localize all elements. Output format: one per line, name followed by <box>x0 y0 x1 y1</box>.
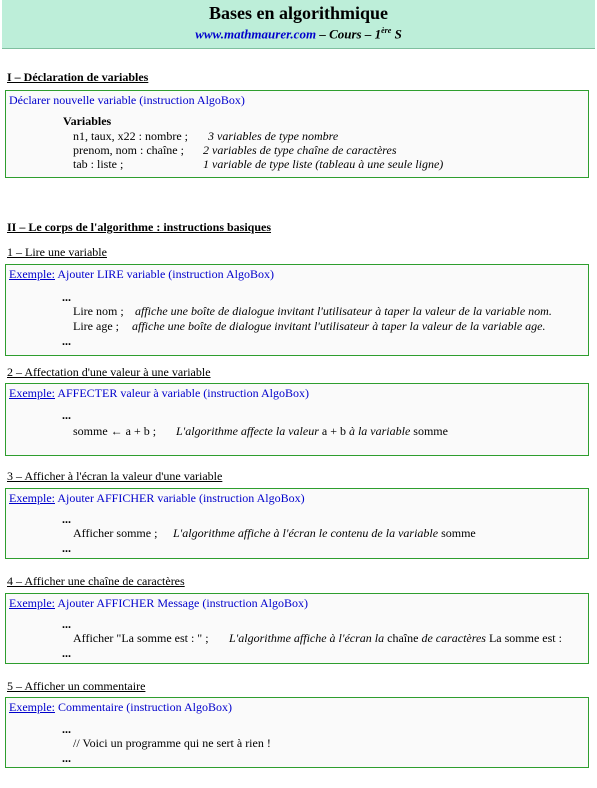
course-label: – Cours – 1 <box>316 26 382 42</box>
display-msg-code: Afficher "La somme est : " ; <box>73 631 209 645</box>
display-msg-comment-c: de caractères <box>421 631 486 645</box>
var-row-3-code: tab : liste ; <box>73 157 124 171</box>
page-title: Bases en algorithmique <box>208 3 388 23</box>
var-row-1-comment: 3 variables de type nombre <box>208 129 339 143</box>
dots: ... <box>62 722 71 736</box>
read-line-2-code: Lire age ; <box>73 319 119 333</box>
display-msg-box-head <box>6 594 588 611</box>
sub2-title: 2 – Affectation d'une valeur à une variable <box>7 365 211 379</box>
assign-box-head <box>6 384 588 401</box>
display-msg-box-instruction: Ajouter AFFICHER Message (instruction AlgoBox) <box>57 596 308 610</box>
page-subtitle <box>2 26 595 42</box>
display-msg-comment-d: La somme est : <box>488 631 562 645</box>
var-row-1-code: n1, taux, x22 : nombre ; <box>73 129 188 143</box>
comment-box-head <box>6 698 588 715</box>
example-label: Exemple: <box>9 596 55 610</box>
assign-comment-a: L'algorithme affecte la valeur <box>176 424 319 438</box>
variables-label: Variables <box>63 114 112 128</box>
dots: ... <box>62 334 71 348</box>
section1-title: I – Déclaration de variables <box>7 70 149 84</box>
declaration-box-head: Déclarer nouvelle variable (instruction AlgoBox) <box>9 93 245 107</box>
sub5-title: 5 – Afficher un commentaire <box>7 679 146 693</box>
page-header <box>2 0 595 49</box>
dots: ... <box>62 408 71 422</box>
display-var-box-instruction: Ajouter AFFICHER variable (instruction AlgoBox) <box>57 491 305 505</box>
display-var-comment <box>173 526 476 541</box>
assign-box-instruction: AFFECTER valeur à variable (instruction AlgoBox) <box>57 386 309 400</box>
display-var-comment-b: somme <box>441 526 476 540</box>
display-msg-comment <box>229 631 562 646</box>
assign-comment-d: somme <box>413 424 448 438</box>
comment-code: // Voici un programme qui ne sert à rien ! <box>73 736 271 750</box>
read-line-1-comment: affiche une boîte de dialogue invitant l'utilisateur à taper la valeur de la variable nom. <box>135 304 552 318</box>
site-link[interactable]: www.mathmaurer.com <box>195 26 317 42</box>
sub3-title: 3 – Afficher à l'écran la valeur d'une variable <box>7 469 223 483</box>
comment-box <box>5 697 589 768</box>
dots: ... <box>62 512 71 526</box>
read-box-head <box>6 265 588 282</box>
sub4-title: 4 – Afficher une chaîne de caractères <box>7 574 185 588</box>
assign-comment-c: à la variable <box>348 424 411 438</box>
assign-comment-b: a + b <box>321 424 346 438</box>
dots: ... <box>62 751 71 765</box>
display-var-box-head <box>6 489 588 506</box>
assign-comment <box>176 424 448 439</box>
section2-title: II – Le corps de l'algorithme : instructions basiques <box>7 220 272 234</box>
var-row-2-code: prenom, nom : chaîne ; <box>73 143 184 157</box>
read-line-1-code: Lire nom ; <box>73 304 124 318</box>
example-label: Exemple: <box>9 386 55 400</box>
example-label: Exemple: <box>9 700 55 714</box>
comment-box-instruction: Commentaire (instruction AlgoBox) <box>57 700 232 714</box>
display-msg-comment-b: chaîne <box>387 631 419 645</box>
assign-code: somme ← a + b ; <box>73 424 157 438</box>
dots: ... <box>62 646 71 660</box>
display-var-comment-a: L'algorithme affiche à l'écran le contenu de la variable <box>173 526 439 540</box>
dots: ... <box>62 617 71 631</box>
display-msg-comment-a: L'algorithme affiche à l'écran la <box>229 631 385 645</box>
example-label: Exemple: <box>9 267 55 281</box>
display-var-code: Afficher somme ; <box>73 526 158 540</box>
display-var-box <box>5 488 589 559</box>
course-level: S <box>391 26 402 42</box>
var-row-3-comment: 1 variable de type liste (tableau à une seule ligne) <box>203 157 444 171</box>
course-sup: ère <box>381 26 392 35</box>
dots: ... <box>62 541 71 555</box>
dots: ... <box>62 290 71 304</box>
var-row-2-comment: 2 variables de type chaîne de caractères <box>203 143 397 157</box>
assign-box <box>5 383 589 456</box>
read-box-instruction: Ajouter LIRE variable (instruction AlgoBox) <box>57 267 274 281</box>
display-msg-box <box>5 593 589 664</box>
example-label: Exemple: <box>9 491 55 505</box>
read-line-2-comment: affiche une boîte de dialogue invitant l'utilisateur à taper la valeur de la variable age. <box>132 319 546 333</box>
sub1-title: 1 – Lire une variable <box>7 245 107 259</box>
